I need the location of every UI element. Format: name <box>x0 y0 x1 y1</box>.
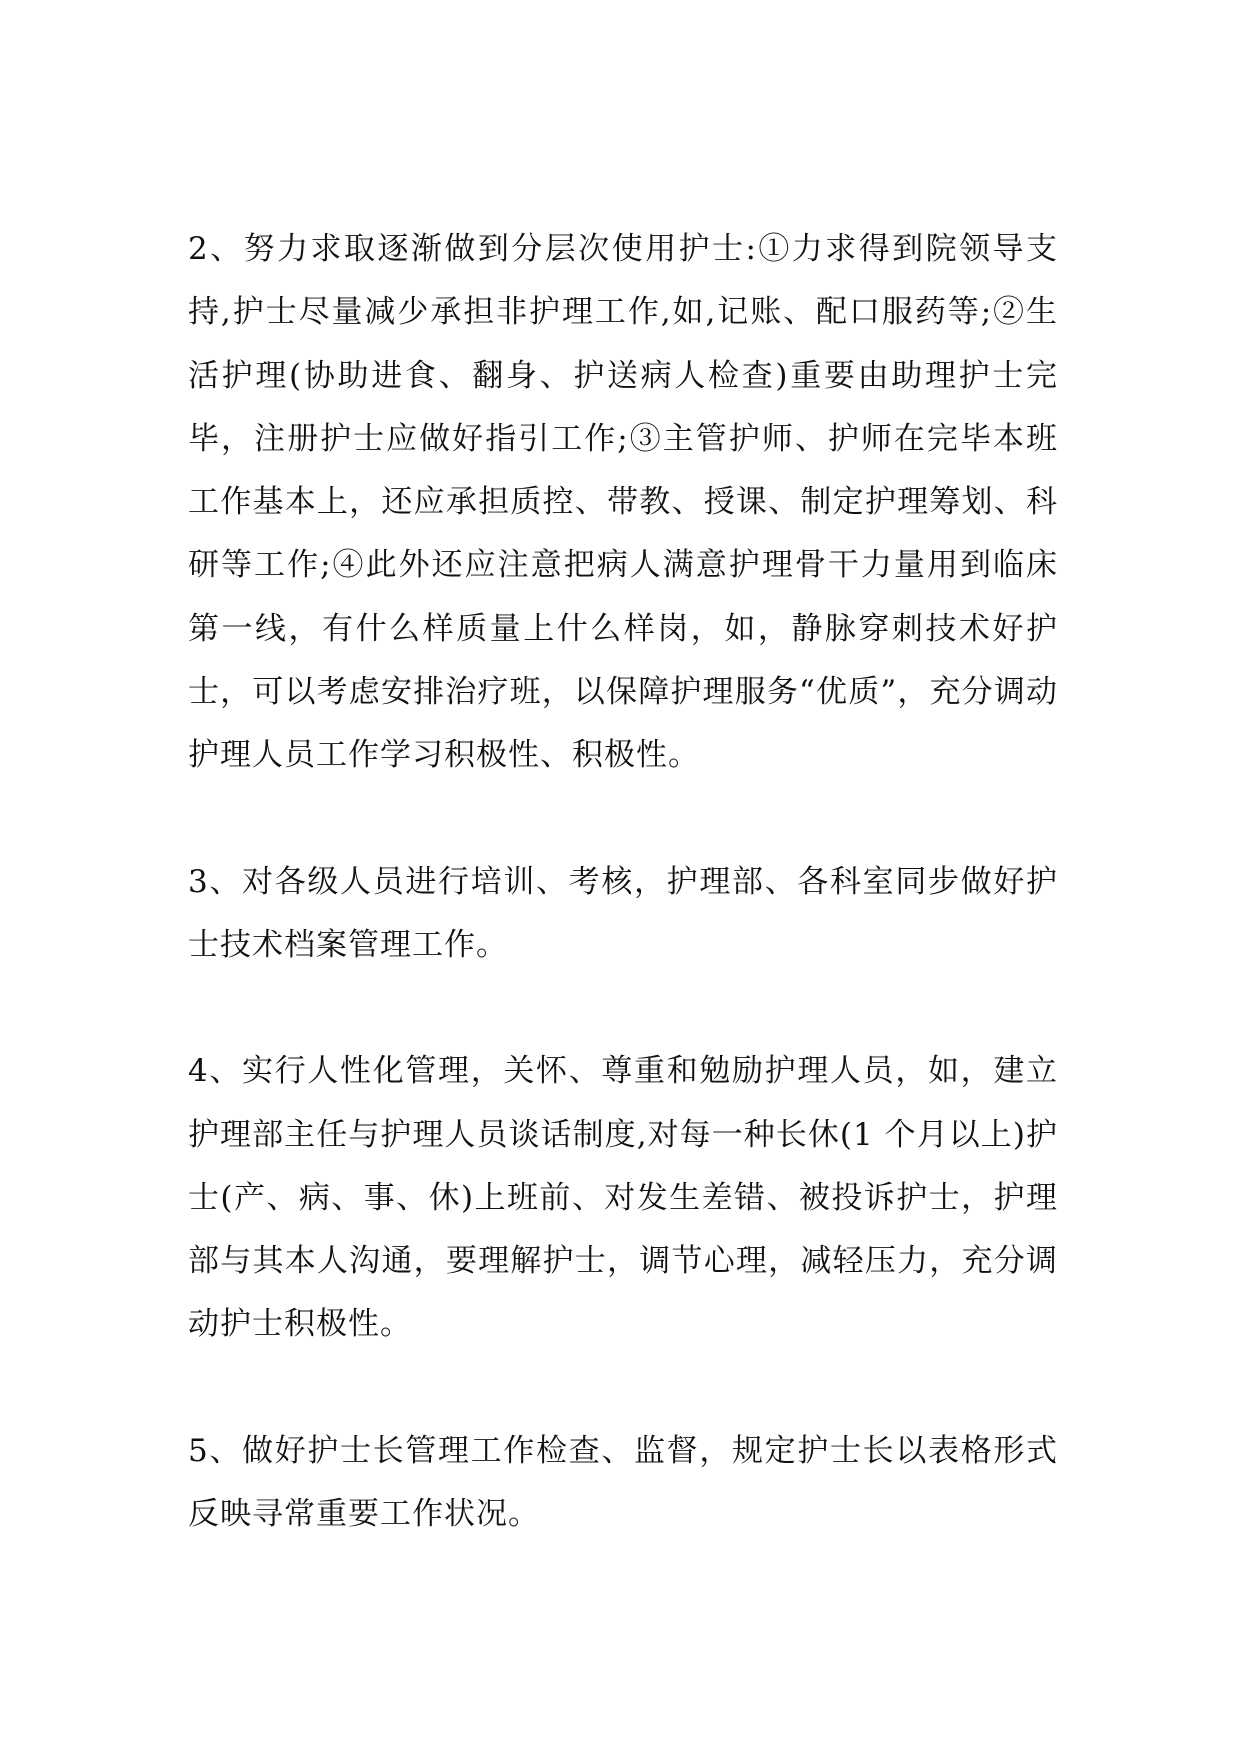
document-body <box>188 218 1058 1546</box>
paragraph-item-5: 5、做好护士长管理工作检查、监督，规定护士长以表格形式反映寻常重要工作状况。 <box>188 1432 1058 1533</box>
paragraph-item-2: 2、努力求取逐渐做到分层次使用护士:①力求得到院领导支持,护士尽量减少承担非护理工作,如,记账、配口服药等;②生活护理(协助进食、翻身、护送病人检查)重要由助理护士完毕，注册护士应做好指引工作;③主管护师、护师在完毕本班工作基本上，还应承担质控、带教、授课、制定护理筹划、科研等工作;④此外还应注意把病人满意护理骨干力量用到临床第一线，有什么样质量上什么样岗，如，静脉穿刺技术好护士，可以考虑安排治疗班，以保障护理服务“优质”，充分调动护理人员工作学习积极性、积极性。 <box>188 231 1058 774</box>
paragraph-item-4: 4、实行人性化管理，关怀、尊重和勉励护理人员，如，建立护理部主任与护理人员谈话制度,对每一种长休(1 个月以上)护士(产、病、事、休)上班前、对发生差错、被投诉护士，护理部与其本人沟通，要理解护士，调节心理，减轻压力，充分调动护士积极性。 <box>188 1053 1058 1343</box>
paragraph-item-3: 3、对各级人员进行培训、考核，护理部、各科室同步做好护士技术档案管理工作。 <box>188 863 1058 963</box>
